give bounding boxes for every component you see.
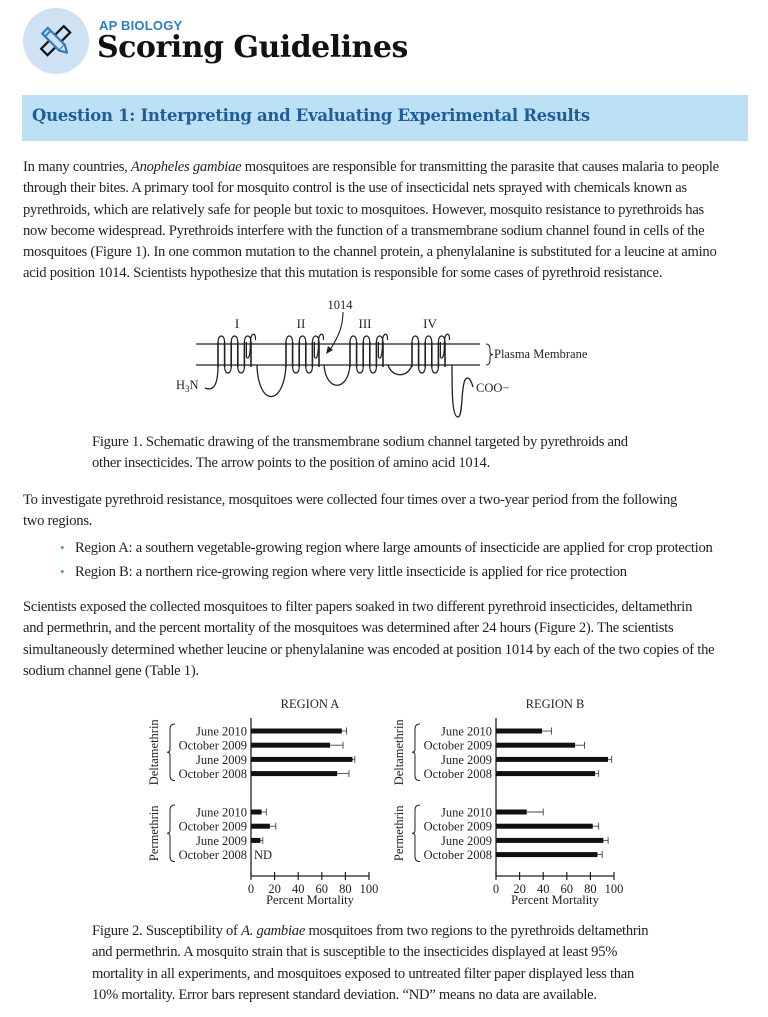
category-label: October 2008 (178, 767, 247, 782)
x-tick-label: 60 (560, 882, 574, 896)
bar (251, 743, 330, 748)
category-label: June 2009 (195, 752, 247, 767)
plasma-membrane-label: Plasma Membrane (494, 347, 588, 361)
x-tick-label: 100 (604, 882, 624, 896)
x-tick-label: 80 (584, 882, 597, 896)
page-header (23, 8, 763, 74)
figure-2-chart (140, 690, 640, 910)
group-brace (412, 724, 420, 781)
category-label: June 2009 (195, 833, 247, 848)
category-label: October 2009 (423, 738, 492, 753)
category-label: October 2009 (423, 819, 492, 834)
logo (23, 8, 89, 74)
bar (496, 852, 597, 857)
bar (496, 729, 542, 734)
subject-label: AP BIOLOGY (99, 18, 183, 33)
domain-label-III: III (358, 316, 372, 331)
no-data-label: ND (254, 848, 273, 863)
x-tick-label: 100 (359, 882, 379, 896)
channel-domain (412, 334, 450, 373)
figure-1-diagram (160, 292, 620, 422)
n-terminus-label: $H_3N$ (176, 378, 199, 394)
group-label: Permethrin (392, 805, 406, 862)
channel-domain (286, 334, 324, 373)
category-label: June 2009 (440, 752, 492, 767)
bar (251, 771, 337, 776)
bar (251, 729, 342, 734)
question-banner (22, 95, 748, 141)
intro-line: through their bites. A primary tool for mosquito control is the use of insecticidal nets sprayed with chemicals known as (23, 180, 687, 197)
group-deltamethrin (392, 719, 612, 786)
bar (251, 757, 352, 762)
domain-label-II: II (296, 316, 306, 331)
region-b-panel (392, 697, 623, 907)
species-name: Anopheles gambiae (130, 159, 242, 175)
category-label: October 2008 (178, 848, 247, 863)
x-tick-label: 40 (536, 882, 550, 896)
figure-2-caption: Figure 2. Susceptibility of A. gambiae mosquitoes from two regions to the pyrethroids deltamethrin and permethrin. A mosquito strain that is susceptible to the insecticides displayed at least 95% mortality in all experiments, and mosquitoes exposed to untreated filter paper displayed less than 10% mortality. Error bars represent standard deviation. “ND” means no data are available. (92, 923, 649, 1003)
page-title: Scoring Guidelines (97, 30, 408, 65)
group-permethrin (147, 805, 276, 862)
intro-line: acid position 1014. Scientists hypothesize that this mutation is responsible for some cases of pyrethroid resistance. (23, 265, 663, 282)
x-axis-label: Percent Mortality (266, 893, 354, 907)
group-brace (167, 805, 175, 862)
bar (251, 824, 270, 829)
channel-domain (350, 334, 388, 373)
intro-line: mosquitoes (Figure 1). In one common mutation to the channel protein, a phenylalanine is substituted for a leucine at amino (23, 244, 717, 261)
intro-paragraph (23, 157, 753, 285)
x-axis-label: Percent Mortality (511, 893, 599, 907)
region-a-panel (147, 697, 378, 907)
x-tick-label: 20 (513, 882, 526, 896)
bar (496, 743, 575, 748)
chart-title: REGION A (280, 697, 340, 711)
bar (251, 810, 262, 815)
x-tick-label: 40 (291, 882, 305, 896)
category-label: October 2009 (178, 819, 247, 834)
category-label: June 2010 (440, 805, 492, 820)
x-tick-label: 80 (339, 882, 352, 896)
investigation-paragraph: To investigate pyrethroid resistance, mosquitoes were collected four times over a two-year period from the following two regions. (23, 492, 678, 530)
list-item-region-b: • Region B: a northern rice-growing region where very little insecticide is applied for rice protection (60, 560, 760, 584)
pencil-ruler-icon (36, 21, 76, 61)
intro-line: now become widespread. Pyrethroids interfere with the function of a transmembrane sodium channel found in cells of the (23, 222, 705, 239)
group-label: Deltamethrin (147, 719, 161, 786)
x-tick-label: 0 (492, 882, 500, 896)
region-list (60, 536, 760, 584)
group-brace (167, 724, 175, 781)
bar (496, 838, 603, 843)
bar (251, 838, 260, 843)
chart-title: REGION B (525, 697, 585, 711)
category-label: October 2008 (423, 767, 492, 782)
category-label: October 2009 (178, 738, 247, 753)
x-tick-label: 0 (247, 882, 255, 896)
category-label: June 2010 (195, 805, 247, 820)
x-tick-label: 20 (268, 882, 281, 896)
intro-line: In many countries, Anopheles gambiae mosquitoes are responsible for transmitting the parasite that causes malaria to people (23, 159, 719, 175)
list-item-region-a: • Region A: a southern vegetable-growing region where large amounts of insecticide are applied for crop protection (60, 536, 760, 560)
category-label: October 2008 (423, 848, 492, 863)
group-label: Permethrin (147, 805, 161, 862)
bar (496, 757, 608, 762)
group-brace (412, 805, 420, 862)
bar (496, 810, 527, 815)
question-title: Question 1: Interpreting and Evaluating Experimental Results (32, 106, 590, 125)
domain-label-IV: IV (423, 316, 437, 331)
figure-1-caption: Figure 1. Schematic drawing of the transmembrane sodium channel targeted by pyrethroids and other insecticides. The arrow points to the position of amino acid 1014. (92, 434, 628, 472)
category-label: June 2010 (195, 724, 247, 739)
c-terminus-label: COO− (476, 381, 510, 395)
bar (496, 824, 593, 829)
x-tick-label: 60 (315, 882, 329, 896)
domain-label-I: I (234, 316, 240, 331)
position-label: 1014 (327, 298, 353, 312)
channel-domain (218, 334, 256, 373)
category-label: June 2009 (440, 833, 492, 848)
group-label: Deltamethrin (392, 719, 406, 786)
category-label: June 2010 (440, 724, 492, 739)
exposure-paragraph: Scientists exposed the collected mosquitoes to filter papers soaked in two different pyrethroid insecticides, deltamethrin and permethrin, and the percent mortality of the mosquitoes was determined after 24 hours (Figure 2). The scientists simultaneously determined whether leucine or phenylalanine was encoded at position 1014 by each of the two copies of the sodium channel gene (Table 1). (23, 599, 715, 679)
group-permethrin (392, 805, 608, 862)
intro-line: pyrethroids, which are relatively safe for people but toxic to mosquitoes. However, mosquito resistance to pyrethroids has (23, 201, 704, 218)
bar (496, 771, 595, 776)
